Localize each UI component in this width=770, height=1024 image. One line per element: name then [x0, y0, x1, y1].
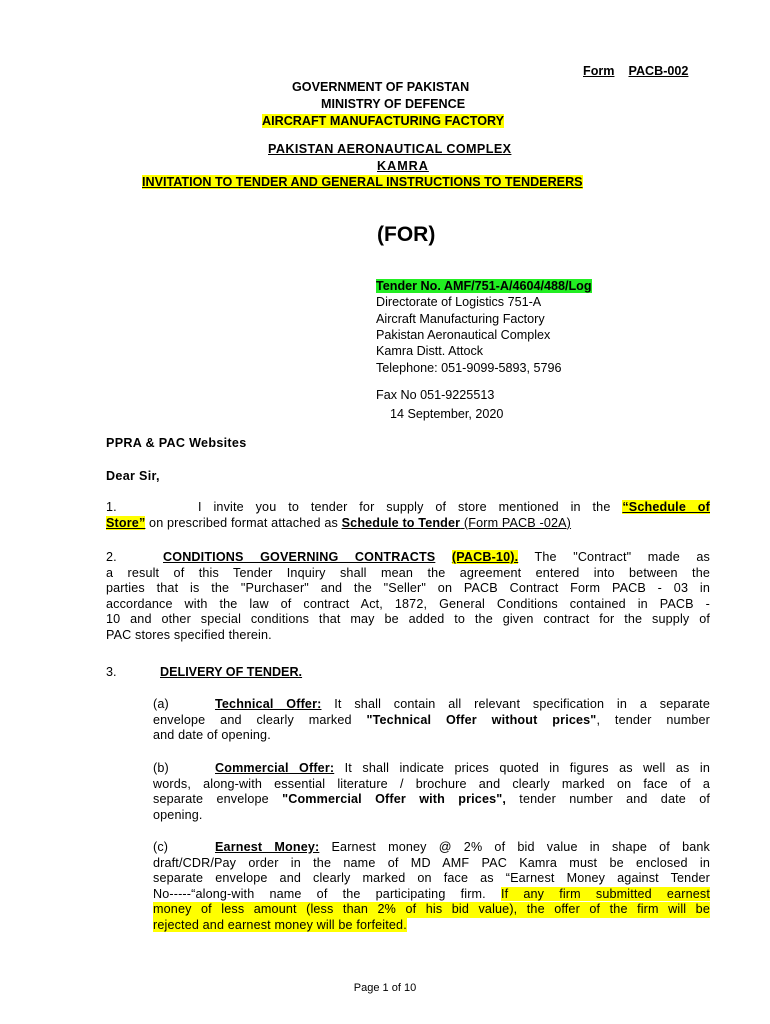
- address-line-2: Aircraft Manufacturing Factory: [376, 312, 545, 326]
- sub-c-line-1: Earnest money @ 2% of bid value in shape of bank: [319, 840, 710, 854]
- sub-para-a: [153, 697, 710, 744]
- sub-b-line-2: words, along-with essential literature / brochure and clearly marked on face of a: [153, 776, 710, 791]
- para-1-schedule-highlight: “Schedule of: [622, 500, 710, 514]
- commercial-offer-title: Commercial Offer:: [215, 761, 335, 775]
- recipient: PPRA & PAC Websites: [106, 436, 247, 450]
- paragraph-1: [106, 500, 710, 531]
- para-1-number: 1.: [106, 500, 117, 514]
- salutation: Dear Sir,: [106, 469, 160, 483]
- para-3-number: 3.: [106, 665, 117, 679]
- commercial-offer-marking: "Commercial Offer with prices",: [282, 792, 507, 807]
- para-2-line-3: parties that is the "Purchaser" and the "Seller" on PACB Contract Form PACB - 03 in: [106, 581, 710, 596]
- sub-b-line-3a: separate envelope: [153, 792, 283, 807]
- govt-title: GOVERNMENT OF PAKISTAN: [292, 80, 470, 94]
- earnest-money-title: Earnest Money:: [215, 840, 320, 854]
- sub-b-label: (b): [153, 761, 169, 775]
- sub-para-c: [153, 840, 710, 934]
- technical-offer-marking: "Technical Offer without prices": [366, 712, 597, 727]
- forfeit-warning-end: rejected and earnest money will be forfeited.: [153, 917, 407, 932]
- page-number: Page 1 of 10: [353, 982, 417, 994]
- para-1-store-highlight: Store”: [106, 515, 146, 530]
- letter-date: 14 September, 2020: [390, 407, 504, 421]
- sub-b-line-4: opening.: [153, 807, 203, 822]
- for-heading: (FOR): [377, 223, 436, 246]
- sub-c-label: (c): [153, 840, 169, 854]
- sub-a-line-2c: , tender number: [596, 712, 710, 727]
- forfeit-warning-start: If any firm submitted earnest: [500, 886, 710, 901]
- address-line-3: Pakistan Aeronautical Complex: [376, 328, 551, 342]
- para-2-line-4: accordance with the law of contract Act, 1872, General Conditions contained in PACB -: [106, 596, 710, 611]
- schedule-to-tender-link: Schedule to Tender: [341, 515, 461, 530]
- sub-para-b: [153, 761, 710, 823]
- address-line-1: Directorate of Logistics 751-A: [376, 295, 542, 309]
- para-2-line-6: PAC stores specified therein.: [106, 627, 272, 642]
- para-2-heading-ref: (PACB-10).: [451, 550, 519, 564]
- sub-a-line-2a: envelope and clearly marked: [153, 712, 367, 727]
- ministry-title: MINISTRY OF DEFENCE: [321, 97, 466, 111]
- sub-a-line-3: and date of opening.: [153, 728, 271, 743]
- para-2-line-2: a result of this Tender Inquiry shall mean the agreement entered into between the: [106, 565, 710, 580]
- para-1-text: I invite you to tender for supply of store mentioned in the: [198, 500, 611, 514]
- location-title: KAMRA: [377, 159, 429, 173]
- para-2-number: 2.: [106, 550, 117, 564]
- fax: Fax No 051-9225513: [376, 388, 495, 402]
- form-code: [583, 64, 688, 80]
- para-2-line-1: The "Contract" made as: [518, 550, 710, 564]
- sub-a-label: (a): [153, 697, 169, 711]
- form-reference: (Form PACB -02A): [460, 515, 572, 530]
- para-2-heading: CONDITIONS GOVERNING CONTRACTS: [163, 550, 436, 564]
- paragraph-2: [106, 550, 710, 644]
- telephone: Telephone: 051-9099-5893, 5796: [376, 361, 562, 375]
- forfeit-warning-middle: money of less amount (less than 2% of his bid value), the offer of the firm will be: [153, 902, 710, 917]
- technical-offer-title: Technical Offer:: [215, 697, 322, 711]
- sub-c-line-4a: No-----“along-with name of the participating firm.: [153, 886, 501, 901]
- form-number: PACB-002: [628, 64, 689, 78]
- para-1-text-b: on prescribed format attached as: [145, 515, 342, 530]
- form-label: Form: [583, 64, 615, 78]
- sub-b-line-3c: tender number and date of: [506, 792, 710, 807]
- para-2-line-5: 10 and other special conditions that may be added to the given contract for the supply of: [106, 612, 710, 627]
- invitation-title: INVITATION TO TENDER AND GENERAL INSTRUCTIONS TO TENDERERS: [142, 175, 583, 189]
- sub-b-line-1: It shall indicate prices quoted in figures as well as in: [334, 761, 710, 775]
- para-3-heading: DELIVERY OF TENDER.: [160, 665, 303, 679]
- factory-title: AIRCRAFT MANUFACTURING FACTORY: [262, 114, 505, 128]
- sub-a-line-1: It shall contain all relevant specification in a separate: [321, 697, 710, 711]
- tender-number: Tender No. AMF/751-A/4604/488/Log: [376, 279, 592, 293]
- address-line-4: Kamra Distt. Attock: [376, 344, 484, 358]
- sub-c-line-2: draft/CDR/Pay order in the name of MD AMF PAC Kamra must be enclosed in: [153, 855, 710, 870]
- sub-c-line-3: separate envelope and clearly marked on face as “Earnest Money against Tender: [153, 871, 710, 886]
- complex-title: PAKISTAN AERONAUTICAL COMPLEX: [268, 142, 512, 156]
